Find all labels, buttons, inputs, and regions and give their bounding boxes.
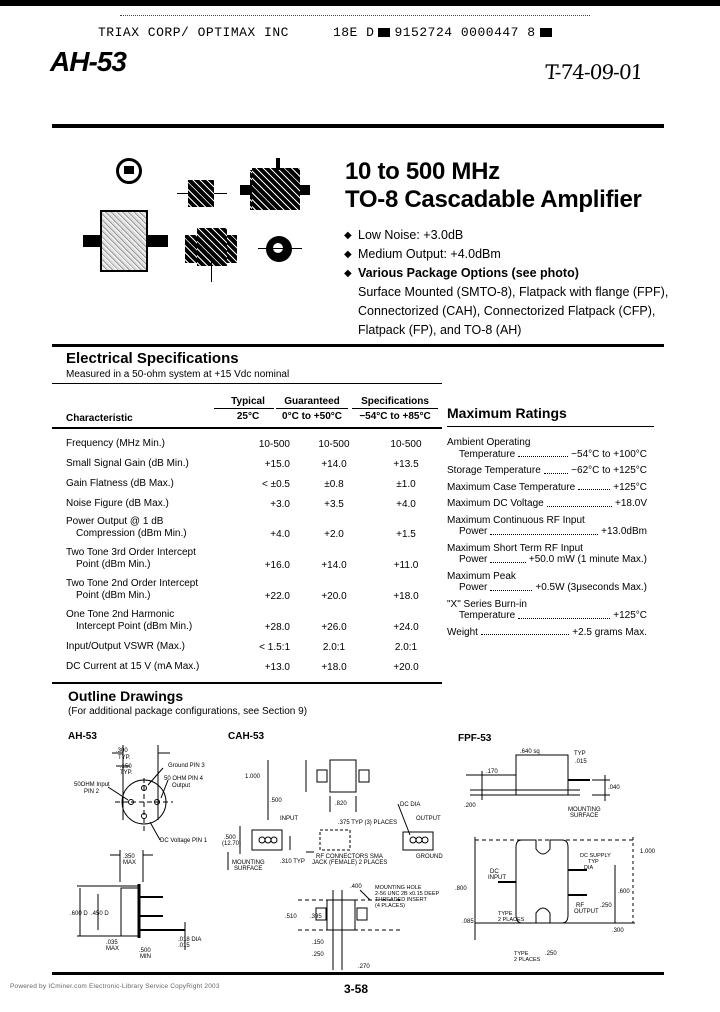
typical-value: < 1.5:1 — [259, 642, 290, 653]
rating-label: Maximum Case Temperature — [447, 481, 576, 493]
svg-text:TYP: TYP — [588, 859, 599, 865]
rating-label: Temperature — [459, 448, 516, 460]
typical-value: +16.0 — [264, 560, 290, 571]
svg-text:MIN: MIN — [140, 954, 151, 960]
to8-can-detail — [124, 166, 134, 174]
section-rule — [52, 344, 664, 347]
product-photo — [80, 140, 340, 290]
feature-item — [344, 264, 668, 283]
cah53-outline-drawing — [220, 740, 450, 970]
table-row — [66, 639, 440, 653]
electrical-specs-title: Electrical Specifications — [66, 350, 239, 367]
spec-value: +24.0 — [393, 622, 419, 633]
col-rule — [276, 408, 348, 409]
connectorized-package-icon — [100, 210, 148, 272]
rating-value: +13.0dBm — [601, 526, 647, 537]
svg-text:PIN 2: PIN 2 — [84, 789, 100, 795]
svg-text:TYP.: TYP. — [118, 755, 131, 761]
rating-item — [447, 437, 647, 460]
svg-text:RF CONNECTORS SMA: RF CONNECTORS SMA — [316, 854, 383, 860]
rating-label: Weight — [447, 626, 478, 638]
rating-value: −54°C to +100°C — [571, 448, 647, 460]
rating-label: Ambient Operating — [447, 437, 531, 448]
svg-text:.510: .510 — [285, 914, 297, 920]
col-characteristic: Characteristic — [66, 413, 133, 424]
rating-item — [447, 482, 647, 494]
svg-text:.640 sq: .640 sq — [520, 749, 540, 755]
bullet-icon: ◆ — [344, 268, 352, 279]
guaranteed-value: +26.0 — [321, 622, 347, 633]
row-label: Noise Figure (dB Max.) — [66, 498, 169, 509]
svg-text:(4 PLACES): (4 PLACES) — [375, 903, 405, 909]
svg-text:.500: .500 — [224, 835, 236, 841]
svg-text:.035: .035 — [106, 940, 118, 946]
table-row — [66, 456, 440, 470]
drawing-label-ah53: AH-53 — [68, 731, 97, 742]
rating-value: +125°C — [613, 481, 647, 493]
electrical-spec-table — [66, 432, 440, 673]
page-number: 3-58 — [344, 982, 369, 996]
block-mark-icon — [378, 28, 390, 37]
spec-value: +13.5 — [393, 459, 419, 470]
row-label: Two Tone 2nd Order Intercept Point (dBm Min.) — [66, 578, 199, 601]
guaranteed-value: ±0.8 — [324, 479, 344, 490]
rating-value: +50.0 mW (1 minute Max.) — [528, 554, 647, 565]
col-guaranteed: Guaranteed — [284, 396, 340, 407]
col-typical-temp: 25°C — [236, 411, 260, 422]
table-row — [66, 496, 440, 510]
rating-value: +18.0V — [615, 498, 647, 509]
svg-text:SURFACE: SURFACE — [234, 866, 263, 872]
table-row — [66, 659, 440, 673]
guaranteed-value: +3.5 — [324, 499, 344, 510]
rating-label: Storage Temperature — [447, 465, 541, 476]
svg-text:DIA: DIA — [584, 865, 594, 871]
svg-text:.310 TYP: .310 TYP — [280, 859, 305, 865]
outline-drawings-subtitle: (For additional package configurations, see Section 9) — [68, 706, 308, 717]
flanged-package-body — [252, 168, 300, 210]
max-ratings-list — [447, 437, 647, 643]
svg-text:MAX: MAX — [123, 860, 137, 866]
feature-list — [344, 226, 668, 340]
spec-value: +18.0 — [393, 591, 419, 602]
svg-text:2 PLACES: 2 PLACES — [514, 957, 541, 963]
spec-value: +11.0 — [393, 560, 419, 571]
svg-text:OUTPUT: OUTPUT — [416, 816, 441, 822]
package-option-line: Connectorized (CAH), Connectorized Flatpack (CFP), — [358, 304, 656, 318]
svg-text:DC SUPPLY: DC SUPPLY — [580, 853, 611, 859]
svg-text:2 PLACES: 2 PLACES — [498, 917, 525, 923]
bullet-icon: ◆ — [344, 249, 352, 260]
svg-text:TYP: TYP — [574, 751, 586, 757]
svg-text:TYP.: TYP. — [120, 770, 133, 776]
title-line-1: 10 to 500 MHz — [345, 158, 500, 185]
table-row — [66, 547, 440, 571]
rating-value: +2.5 grams Max. — [572, 626, 647, 638]
drawing-label-cah53: CAH-53 — [228, 731, 265, 742]
title-line-2: TO-8 Cascadable Amplifier — [345, 186, 642, 213]
rating-item — [447, 465, 647, 477]
svg-text:.270: .270 — [358, 964, 370, 970]
col-rule — [352, 408, 438, 409]
row-label: Small Signal Gain (dB Min.) — [66, 458, 189, 469]
svg-text:.400: .400 — [350, 884, 362, 890]
svg-text:.018 DIA: .018 DIA — [178, 937, 202, 943]
rating-label: Power — [459, 582, 488, 593]
typical-value: +28.0 — [264, 622, 290, 633]
table-row — [66, 516, 440, 540]
spec-value: ±1.0 — [396, 479, 416, 490]
svg-text:1.000: 1.000 — [640, 849, 656, 855]
svg-text:(12.70): (12.70) — [222, 841, 242, 847]
row-label: Two Tone 3rd Order Intercept Point (dBm Min.) — [66, 547, 196, 570]
rating-label: Maximum DC Voltage — [447, 498, 544, 509]
svg-text:.375 TYP (3) PLACES: .375 TYP (3) PLACES — [338, 820, 398, 826]
scan-artifact-line — [120, 15, 590, 16]
svg-text:INPUT: INPUT — [280, 816, 298, 822]
feature-text: Low Noise: +3.0dB — [358, 228, 464, 242]
svg-text:.015: .015 — [178, 943, 190, 949]
svg-text:.350: .350 — [123, 854, 135, 860]
spec-value: +20.0 — [393, 662, 419, 673]
flatpack-flange-body — [197, 228, 227, 266]
svg-text:.040: .040 — [608, 785, 620, 791]
rating-value: +0.5W (3μseconds Max.) — [535, 582, 647, 593]
svg-text:.170: .170 — [486, 769, 498, 775]
drawing-label-fpf53: FPF-53 — [458, 733, 492, 744]
svg-text:SURFACE: SURFACE — [570, 813, 599, 819]
svg-text:2-56 UNC 2B x0.15 DEEP: 2-56 UNC 2B x0.15 DEEP — [375, 891, 440, 897]
svg-text:.150: .150 — [312, 940, 324, 946]
svg-text:GROUND: GROUND — [416, 854, 443, 860]
max-ratings-rule — [447, 426, 654, 427]
table-row — [66, 578, 440, 602]
row-label: Input/Output VSWR (Max.) — [66, 641, 185, 652]
spec-value: +1.5 — [396, 529, 416, 540]
svg-text:50OHM Input: 50OHM Input — [74, 782, 110, 788]
company-name: TRIAX CORP/ OPTIMAX INC — [98, 25, 289, 40]
rating-item — [447, 498, 647, 510]
rating-item — [447, 543, 647, 566]
svg-text:.600 D: .600 D — [70, 911, 88, 917]
guaranteed-value: +20.0 — [321, 591, 347, 602]
guaranteed-value: 10-500 — [318, 439, 350, 450]
block-mark-icon — [540, 28, 552, 37]
svg-text:INPUT: INPUT — [488, 875, 506, 881]
model-number: AH-53 — [50, 46, 126, 77]
rating-item — [447, 599, 647, 622]
fpf53-outline-drawing — [450, 745, 720, 970]
guaranteed-value: 2.0:1 — [322, 642, 346, 653]
feature-item — [344, 226, 668, 245]
svg-text:MOUNTING: MOUNTING — [232, 860, 265, 866]
svg-text:MAX: MAX — [106, 946, 120, 952]
row-label: One Tone 2nd Harmonic Intercept Point (dBm Min.) — [66, 609, 193, 632]
package-pin — [276, 158, 280, 170]
footer-note: Powered by ICminer.com Electronic-Library Service CopyRight 2003 — [10, 983, 220, 990]
svg-text:.200: .200 — [464, 803, 476, 809]
rating-label: Temperature — [459, 610, 516, 621]
feature-item — [344, 245, 668, 264]
svg-text:THREADED INSERT: THREADED INSERT — [375, 897, 427, 903]
svg-text:50 OHM PIN 4: 50 OHM PIN 4 — [164, 776, 204, 782]
svg-text:Ground PIN 3: Ground PIN 3 — [168, 763, 205, 769]
svg-text:.800: .800 — [455, 886, 467, 892]
spec-value: 2.0:1 — [394, 642, 418, 653]
svg-text:.500: .500 — [139, 948, 151, 954]
typical-value: +4.0 — [270, 529, 290, 540]
typical-value: +15.0 — [264, 459, 290, 470]
rating-value: +125°C — [613, 610, 647, 621]
svg-text:1.000: 1.000 — [245, 774, 261, 780]
feature-text: Medium Output: +4.0dBm — [358, 247, 501, 261]
svg-text:Output: Output — [172, 783, 191, 789]
svg-text:MOUNTING: MOUNTING — [568, 807, 601, 813]
svg-text:DC: DC — [490, 869, 499, 875]
subtitle-rule — [52, 383, 442, 384]
package-lead — [258, 248, 302, 249]
max-ratings-title: Maximum Ratings — [447, 405, 567, 421]
svg-text:.450 D: .450 D — [91, 911, 109, 917]
svg-text:JACK (FEMALE) 2 PLACES: JACK (FEMALE) 2 PLACES — [312, 860, 388, 866]
spec-value: +4.0 — [396, 499, 416, 510]
svg-text:.395: .395 — [310, 914, 322, 920]
svg-text:TYPE: TYPE — [514, 951, 529, 957]
col-typical: Typical — [231, 396, 265, 407]
guaranteed-value: +18.0 — [321, 662, 347, 673]
rating-label: Maximum Peak — [447, 570, 516, 582]
header-code: 18E D — [332, 25, 375, 40]
svg-text:.015: .015 — [575, 759, 587, 765]
header-strip — [98, 25, 556, 40]
section-rule — [52, 682, 442, 684]
svg-text:DC DIA: DC DIA — [400, 802, 421, 808]
dim-label: .300 — [116, 748, 128, 754]
typical-value: +13.0 — [264, 662, 290, 673]
outline-drawings-title: Outline Drawings — [68, 688, 184, 704]
svg-text:OUTPUT: OUTPUT — [574, 909, 599, 915]
feature-text: Various Package Options (see photo) — [358, 266, 579, 280]
spec-value: 10-500 — [390, 439, 422, 450]
typical-value: +22.0 — [264, 591, 290, 602]
package-option-line: Flatpack (FP), and TO-8 (AH) — [358, 323, 522, 337]
svg-text:MOUNTING HOLE: MOUNTING HOLE — [375, 885, 422, 891]
package-option-line: Surface Mounted (SMTO-8), Flatpack with flange (FPF), — [358, 285, 669, 299]
guaranteed-value: +14.0 — [321, 560, 347, 571]
svg-text:.085: .085 — [462, 919, 474, 925]
handwritten-reference: T-74-09-01 — [544, 60, 644, 84]
typical-value: 10-500 — [258, 439, 290, 450]
svg-text:.820: .820 — [335, 801, 347, 807]
svg-text:TYPE: TYPE — [498, 911, 513, 917]
col-rule — [214, 408, 274, 409]
flatpack-icon — [188, 180, 214, 207]
guaranteed-value: +14.0 — [321, 459, 347, 470]
svg-text:.250: .250 — [312, 952, 324, 958]
rating-label: Power — [459, 526, 488, 537]
svg-text:.250: .250 — [545, 951, 557, 957]
row-label: Gain Flatness (dB Max.) — [66, 478, 174, 489]
rating-value: −62°C to +125°C — [571, 465, 647, 476]
typical-value: +3.0 — [270, 499, 290, 510]
bullet-icon: ◆ — [344, 230, 352, 241]
package-lead — [211, 260, 212, 282]
rating-label: "X" Series Burn-in — [447, 598, 527, 610]
table-row — [66, 436, 440, 450]
catalog-number: 9152724 0000447 8 — [394, 25, 536, 40]
guaranteed-value: +2.0 — [324, 529, 344, 540]
row-label: DC Current at 15 V (mA Max.) — [66, 661, 200, 672]
col-specifications: Specifications — [361, 396, 429, 407]
svg-text:.600: .600 — [618, 889, 630, 895]
svg-text:.250: .250 — [600, 903, 612, 909]
typical-value: < ±0.5 — [261, 479, 290, 490]
rating-label: Maximum Continuous RF Input — [447, 514, 585, 526]
rating-item — [447, 627, 647, 639]
scan-top-border — [0, 0, 720, 6]
row-label: Frequency (MHz Min.) — [66, 438, 165, 449]
header-rule — [52, 124, 664, 128]
rating-label: Maximum Short Term RF Input — [447, 542, 583, 554]
svg-text:.300: .300 — [612, 928, 624, 934]
col-guaranteed-temp: 0°C to +50°C — [282, 411, 342, 422]
svg-text:DC Voltage PIN 1: DC Voltage PIN 1 — [160, 838, 208, 844]
ah53-outline-drawing — [60, 740, 220, 970]
table-row — [66, 609, 440, 633]
rating-item — [447, 571, 647, 594]
electrical-specs-subtitle: Measured in a 50-ohm system at +15 Vdc nominal — [66, 369, 290, 380]
col-specifications-temp: −54°C to +85°C — [359, 411, 431, 422]
header-rule — [52, 427, 442, 429]
svg-text:.500: .500 — [270, 798, 282, 804]
table-row — [66, 476, 440, 490]
rating-label: Power — [459, 554, 488, 565]
svg-text:RF: RF — [576, 903, 584, 909]
row-label: Power Output @ 1 dB Compression (dBm Min.) — [66, 516, 187, 539]
product-title — [345, 158, 642, 214]
rating-item — [447, 515, 647, 538]
svg-text:.150: .150 — [120, 764, 132, 770]
footer-rule — [52, 972, 664, 975]
